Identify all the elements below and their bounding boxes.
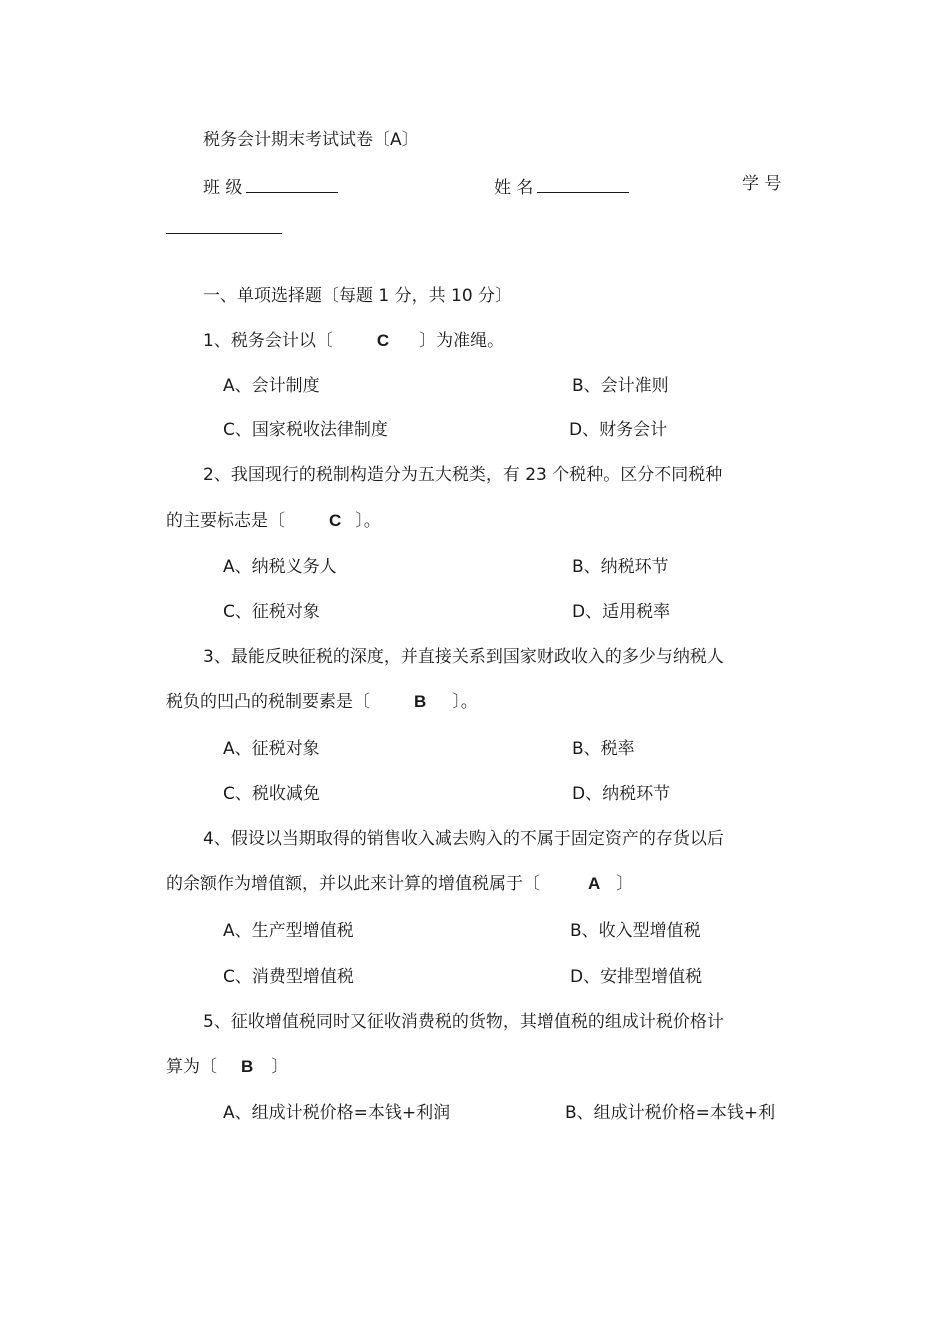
question-1-stem: 1、税务会计以〔 C 〕为准绳。: [203, 331, 505, 351]
question-3-option-c: C、税收减免: [223, 784, 320, 804]
question-3-option-a: A、征税对象: [223, 739, 320, 759]
question-3-answer: B: [414, 692, 427, 711]
question-3-stem-line2: 税负的凹凸的税制要素是〔 B 〕。: [166, 692, 478, 712]
question-1-option-c: C、国家税收法律制度: [223, 420, 388, 440]
question-1-answer: C: [376, 331, 390, 350]
question-5-stem-line2: 算为〔 B 〕: [166, 1057, 289, 1077]
question-2-option-b: B、纳税环节: [572, 557, 669, 577]
question-4-option-b: B、收入型增值税: [570, 921, 701, 941]
question-2-answer: C: [329, 511, 342, 530]
class-label: 班 级: [203, 178, 243, 198]
question-2-option-d: D、适用税率: [572, 602, 671, 622]
question-1-option-b: B、会计准则: [572, 376, 669, 396]
question-1-option-a: A、会计制度: [223, 376, 320, 396]
question-1-option-d: D、财务会计: [569, 420, 668, 440]
question-4-stem-line2: 的余额作为增值额，并以此来计算的增值税属于〔 A 〕: [166, 874, 634, 894]
question-2-stem-line1: 2、我国现行的税制构造分为五大税类，有 23 个税种。区分不同税种: [203, 465, 723, 485]
name-field: [494, 172, 629, 200]
name-blank: [537, 172, 629, 193]
class-field: [203, 172, 338, 200]
question-4-option-a: A、生产型增值税: [223, 921, 354, 941]
question-2-stem-line2: 的主要标志是〔 C 〕。: [166, 511, 381, 531]
question-2-option-a: A、纳税义务人: [223, 557, 337, 577]
class-blank: [246, 172, 338, 193]
question-2-option-c: C、征税对象: [223, 602, 320, 622]
question-5-stem-line1: 5、征收增值税同时又征收消费税的货物，其增值税的组成计税价格计: [203, 1012, 724, 1032]
question-5-answer: B: [241, 1057, 254, 1076]
question-5-option-a: A、组成计税价格=本钱+利润: [223, 1103, 451, 1123]
question-3-option-d: D、纳税环节: [572, 784, 671, 804]
question-3-stem-line1: 3、最能反映征税的深度，并直接关系到国家财政收入的多少与纳税人: [203, 647, 724, 667]
question-4-option-c: C、消费型增值税: [223, 967, 354, 987]
id-label: 学 号: [742, 174, 782, 194]
question-3-option-b: B、税率: [572, 739, 635, 759]
section-heading: 一、单项选择题〔每题 1 分，共 10 分〕: [203, 286, 513, 306]
question-4-option-d: D、安排型增值税: [570, 967, 703, 987]
id-blank: [166, 233, 282, 234]
question-5-option-b: B、组成计税价格=本钱+利: [565, 1103, 776, 1123]
name-label: 姓 名: [494, 178, 534, 198]
question-4-answer: A: [588, 874, 601, 893]
question-4-stem-line1: 4、假设以当期取得的销售收入减去购入的不属于固定资产的存货以后: [203, 829, 724, 849]
exam-title: 税务会计期末考试试卷〔A〕: [203, 130, 419, 150]
